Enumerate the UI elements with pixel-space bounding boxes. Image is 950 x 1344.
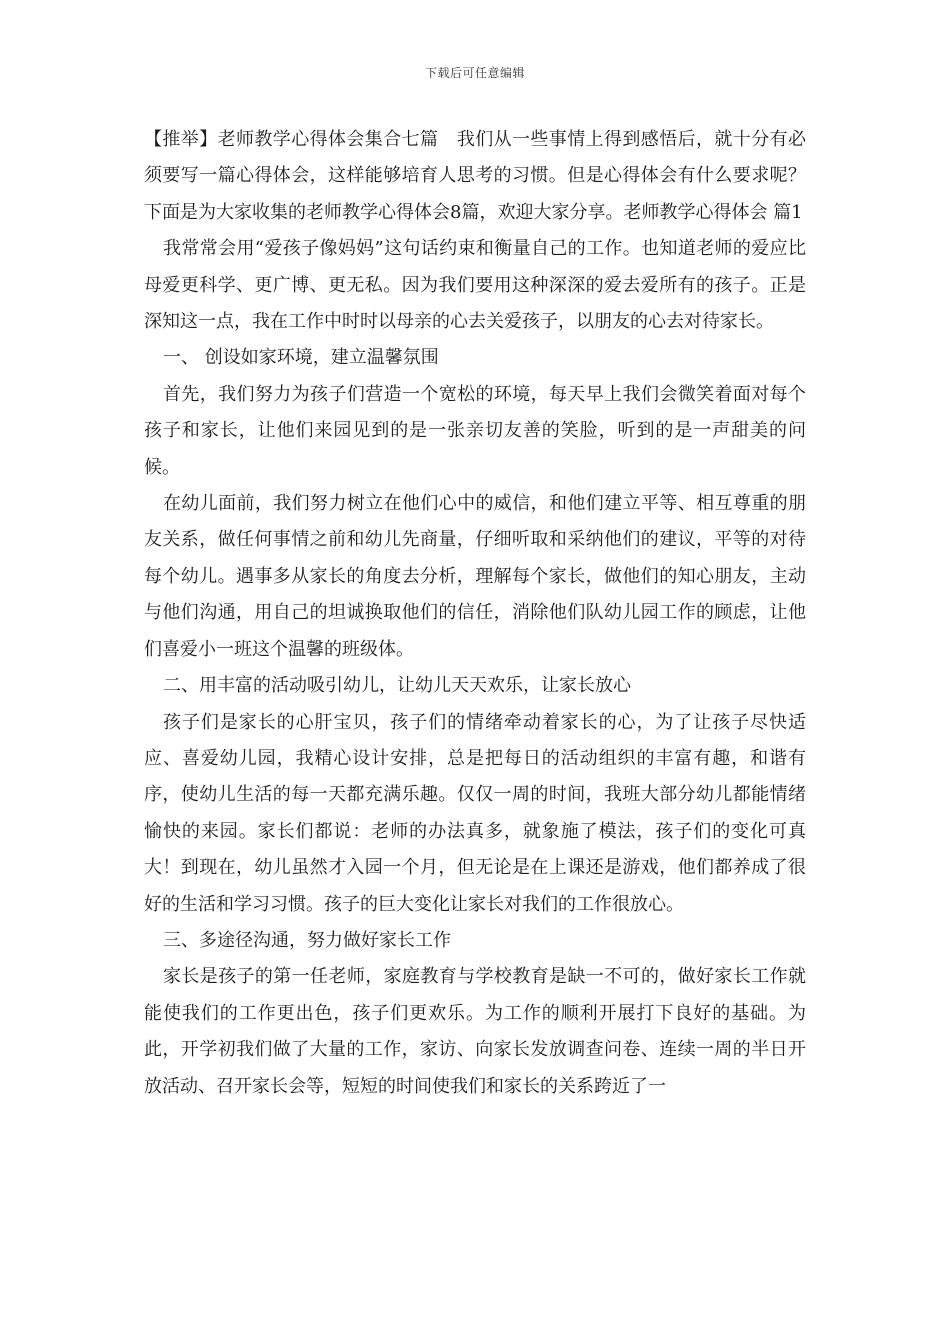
body-paragraph: 我常常会用“爱孩子像妈妈”这句话约束和衡量自己的工作。也知道老师的爱应比母爱更科学、更广博、更无私。因为我们要用这种深深的爱去爱所有的孩子。正是深知这一点，我在工作中时时以母亲的心去关爱孩子，以朋友的心去对待家长。	[144, 238, 806, 333]
section-heading: 一、 创设如家环境，建立温馨氛围	[163, 347, 439, 369]
body-paragraph: 首先，我们努力为孩子们营造一个宽松的环境，每天早上我们会微笑着面对每个孩子和家长，让他们来园见到的是一张亲切友善的笑脸，听到的是一声甜美的问候。	[144, 383, 806, 478]
body-paragraph: 在幼儿面前，我们努力树立在他们心中的威信，和他们建立平等、相互尊重的朋友关系，做任何事情之前和幼儿先商量，仔细听取和采纳他们的建议，平等的对待每个幼儿。遇事多从家长的角度去分析，理解每个家长，做他们的知心朋友，主动与他们沟通，用自己的坦诚换取他们的信任，消除他们队幼儿园工作的顾虑，让他们喜爱小一班这个温馨的班级体。	[144, 493, 806, 660]
body-paragraph: 家长是孩子的第一任老师，家庭教育与学校教育是缺一不可的，做好家长工作就能使我们的工作更出色，孩子们更欢乐。为工作的顺利开展打下良好的基础。为此，开学初我们做了大量的工作，家访、向家长发放调查问卷、连续一周的半日开放活动、召开家长会等，短短的时间使我们和家长的关系跨近了一	[144, 966, 806, 1097]
intro-paragraph: 【推举】老师教学心得体会集合七篇 我们从一些事情上得到感悟后，就十分有必须要写一篇心得体会，这样能够培育人思考的习惯。但是心得体会有什么要求呢？下面是为大家收集的老师教学心得体会8篇，欢迎大家分享。老师教学心得体会 篇1	[144, 129, 806, 223]
body-paragraph: 孩子们是家长的心肝宝贝，孩子们的情绪牵动着家长的心，为了让孩子尽快适应、喜爱幼儿园，我精心设计安排，总是把每日的活动组织的丰富有趣，和谐有序，使幼儿生活的每一天都充满乐趣。仅仅一周的时间，我班大部分幼儿都能情绪愉快的来园。家长们都说：老师的办法真多，就象施了模法，孩子们的变化可真大！到现在，幼儿虽然才入园一个月，但无论是在上课还是游戏，他们都养成了很好的生活和学习习惯。孩子的巨大变化让家长对我们的工作很放心。	[144, 711, 806, 915]
section-heading: 二、用丰富的活动吸引幼儿，让幼儿天天欢乐，让家长放心	[163, 675, 631, 697]
section-heading: 三、多途径沟通，努力做好家长工作	[163, 929, 451, 951]
document-body	[144, 122, 806, 1105]
page-header: 下载后可任意编辑	[424, 66, 525, 80]
